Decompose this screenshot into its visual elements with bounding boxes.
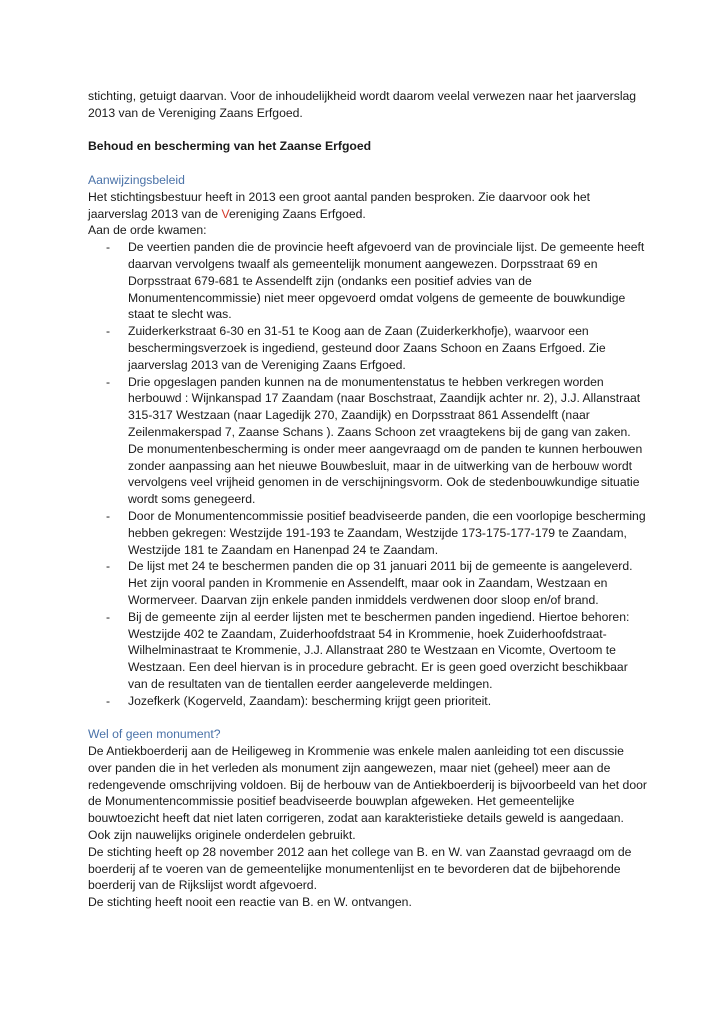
dash-bullet: -: [106, 374, 111, 389]
list-item-text: De lijst met 24 te beschermen panden die op 31 januari 2011 bij de gemeente is aangeleverd. Het zijn vooral panden in Krommenie en Assendelft, maar ook in Zaandam, Westzaan en Wormerveer. Daarvan zijn enkele panden inmiddels verdwenen door sloop en/of brand.: [128, 559, 633, 607]
paragraph-text: Het stichtingsbestuur heeft in 2013 een groot aantal panden besproken. Zie daarvoor ook het jaarverslag 2013 van de: [88, 189, 591, 221]
list-item: [88, 374, 648, 508]
list-item-text: Bij de gemeente zijn al eerder lijsten met te beschermen panden ingediend. Hiertoe behoren: Westzijde 402 te Zaandam, Zuiderhoofdstraat 54 in Krommenie, hoek Zuiderhoofdstraat-Wilhelminastraat te Krommenie, J.J. Allanstraat 280 te Westzaan en Vicomte, Overtoom te Westzaan. Een deel hiervan is in procedure gebracht. Er is geen goed overzicht beschikbaar van de resultaten van de tientallen eerder aangeleverde meldingen.: [128, 609, 630, 691]
monument-heading: Wel of geen monument?: [88, 727, 221, 742]
dash-bullet: -: [106, 559, 111, 574]
monument-paragraph: De stichting heeft op 28 november 2012 aan het college van B. en W. van Zaanstad gevraagd om de boerderij af te voeren van de gemeentelijke monumentenlijst en te bevorderen dat de bijbehorende boerderij van de Rijkslijst wordt afgevoerd.: [88, 844, 632, 893]
list-intro: Aan de orde kwamen:: [88, 223, 207, 238]
list-item: [88, 323, 648, 373]
dash-bullet: -: [106, 508, 111, 523]
dash-bullet: -: [106, 240, 111, 255]
list-item: [88, 609, 648, 693]
list-item-text: Door de Monumentencommissie positief beadviseerde panden, die een voorlopige bescherming hebben gekregen: Westzijde 191-193 te Zaandam, Westzijde 173-175-177-179 te Zaandam, Westzijde 181 te Zaandam en Hanenpad 24 te Zaandam.: [128, 508, 646, 557]
monument-paragraph: De Antiekboerderij aan de Heiligeweg in Krommenie was enkele malen aanleiding tot een discussie over panden die in het verleden als monument zijn aangewezen, maar niet (geheel) meer aan de redengevende omschrijving voldoen. Bij de herbouw van de Antiekboerderij is bijvoorbeeld van het door de Monumentencommissie positief beadviseerde bouwplan afgeweken. Het gemeentelijke bouwtoezicht heeft dat niet laten corrigeren, zodat aan karakteristieke details geweld is aangedaan. Ook zijn nauwelijks originele onderdelen gebruikt.: [88, 744, 647, 843]
list-item: [88, 558, 648, 608]
list-item-text: Jozefkerk (Kogerveld, Zaandam): bescherming krijgt geen prioriteit.: [128, 693, 492, 708]
paragraph-text: ereniging Zaans Erfgoed.: [228, 206, 366, 221]
list-item: [88, 508, 648, 558]
list-item: [88, 239, 648, 323]
dash-bullet: -: [106, 324, 111, 339]
list-item: [88, 693, 648, 710]
section-heading: Behoud en bescherming van het Zaanse Erfgoed: [88, 139, 372, 154]
dash-bullet: -: [106, 609, 111, 624]
dash-bullet: -: [106, 693, 111, 708]
list-item-text: Drie opgeslagen panden kunnen na de monumentenstatus te hebben verkregen worden herbouwd : Wijnkanspad 17 Zaandam (naar Boschstraat, Zaandijk achter nr. 2), J.J. Allanstraat 315-317 Westzaan (naar Lagedijk 270, Zaandijk) en Dorpsstraat 861 Assendelft (naar Zeilenmakerspad 7, Zaanse Schans ). Zaans Schoon zet vraagtekens bij de gang van zaken. De monumentenbescherming is onder meer aangevraagd om de panden te kunnen herbouwen zonder aanpassing aan het nieuwe Bouwbesluit, maar in de uitwerking van de herbouw wordt vervolgens veel vrijheid genomen in de verschijningsvorm. Ook de stedenbouwkundige situatie wordt soms genegeerd.: [128, 374, 643, 507]
list-item-text: Zuiderkerkstraat 6-30 en 31-51 te Koog aan de Zaan (Zuiderkerkhofje), waarvoor een beschermingsverzoek is ingediend, gesteund door Zaans Schoon en Zaans Erfgoed. Zie jaarverslag 2013 van de Vereniging Zaans Erfgoed.: [128, 324, 606, 372]
document-body: [88, 88, 648, 911]
monument-paragraph: De stichting heeft nooit een reactie van B. en W. ontvangen.: [88, 895, 412, 910]
buildings-list: [88, 239, 648, 709]
list-item-text: De veertien panden die de provincie heeft afgevoerd van de provinciale lijst. De gemeente heeft daarvan vervolgens twaalf als gemeentelijk monument aangewezen. Dorpsstraat 69 en Dorpsstraat 679-681 te Assendelft zijn (ondanks een positief advies van de Monumentencommissie) niet meer opgevoerd omdat volgens de gemeente de bouwkundige staat te slecht was.: [128, 240, 645, 322]
aanwijzingsbeleid-heading: Aanwijzingsbeleid: [88, 172, 185, 187]
highlighted-letter: V: [221, 206, 229, 221]
aanwijzingsbeleid-paragraph: [88, 189, 648, 223]
intro-paragraph: stichting, getuigt daarvan. Voor de inhoudelijkheid wordt daarom veelal verwezen naar het jaarverslag 2013 van de Vereniging Zaans Erfgoed.: [88, 89, 637, 120]
